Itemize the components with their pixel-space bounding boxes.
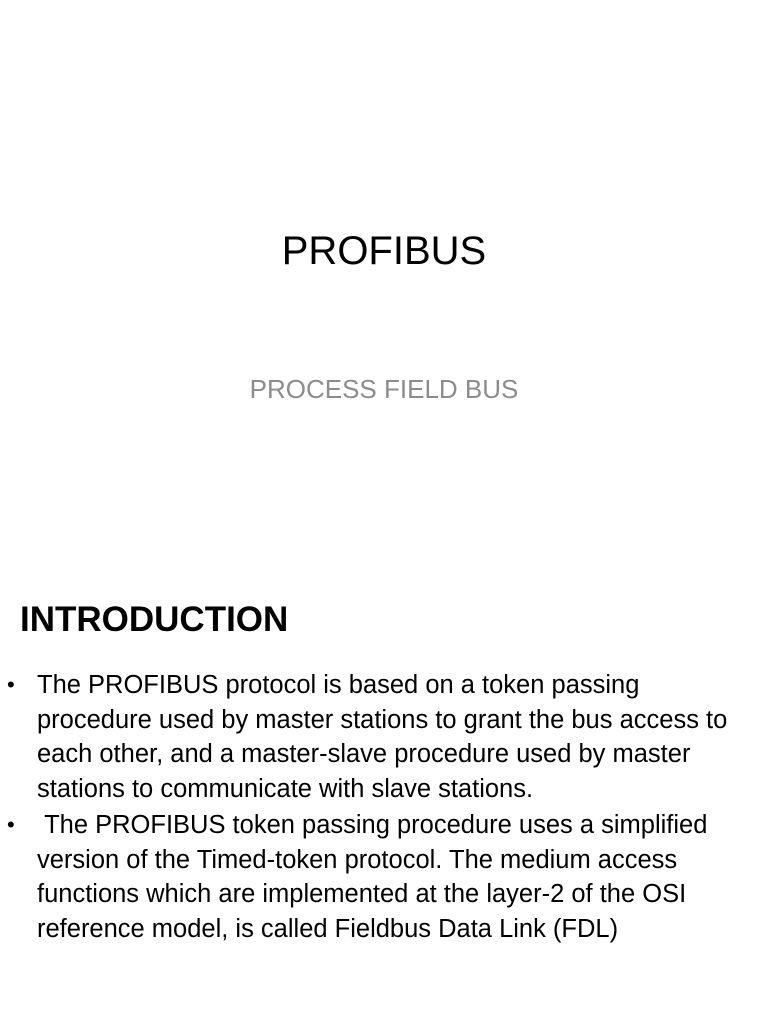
bullet-list: [0, 668, 768, 948]
introduction-heading: INTRODUCTION: [20, 600, 289, 639]
bullet-icon: •: [7, 812, 15, 837]
bullet-text: The PROFIBUS token passing procedure uses a simplified version of the Timed-token protocol. The medium access functions which are implemented at the layer-2 of the OSI reference model, is called Fieldbus Data Link (FDL): [37, 811, 715, 943]
introduction-slide: [0, 576, 768, 1024]
bullet-item-timed-token: [0, 808, 768, 946]
slide-title: PROFIBUS: [281, 229, 487, 273]
bullet-text: The PROFIBUS protocol is based on a token passing procedure used by master stations to grant the bus access to each other, and a master-slave procedure used by master stations to communicate with slave stations.: [37, 671, 728, 803]
bullet-item-token-passing: [0, 668, 768, 806]
slide-subtitle: PROCESS FIELD BUS: [249, 374, 519, 404]
bullet-icon: •: [7, 672, 15, 697]
